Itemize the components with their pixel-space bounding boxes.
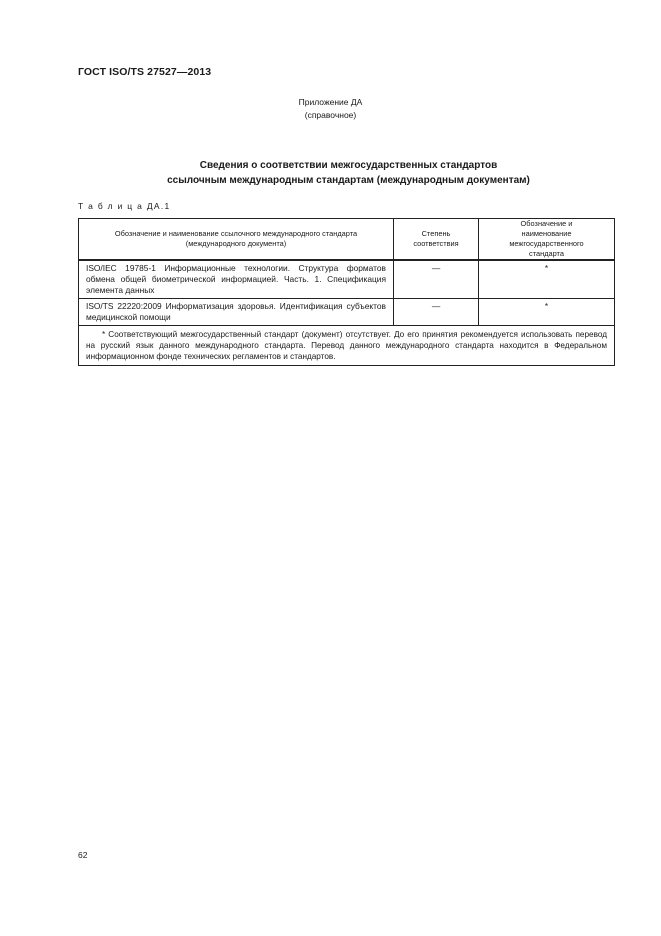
column-header-degree: Степень соответствия	[394, 219, 479, 261]
column-header-reference: Обозначение и наименование ссылочного международного стандарта (международного документа)	[79, 219, 394, 261]
section-title	[0, 158, 661, 188]
row-reference-cell: ISO/TS 22220:2009 Информатизация здоровья. Идентификация субъектов медицинской помощи	[79, 299, 394, 326]
document-code: ГОСТ ISO/TS 27527—2013	[78, 66, 212, 78]
annex-label: Приложение ДА	[298, 97, 363, 107]
column-header-interstate: Обозначение и наименование межгосударственного стандарта	[479, 219, 615, 261]
annex-heading	[0, 96, 661, 122]
section-title-line-1: Сведения о соответствии межгосударственных стандартов	[199, 160, 498, 171]
table-caption: Т а б л и ц а ДА.1	[78, 201, 171, 211]
row-degree-cell: —	[394, 260, 479, 299]
table-footnote-row	[79, 326, 615, 366]
table-row	[79, 299, 615, 326]
table-header-row	[79, 219, 615, 261]
row-reference-cell: ISO/IEC 19785-1 Информационные технологии. Структура форматов обмена общей биометрической информацией. Часть. 1. Спецификация элемента данных	[79, 260, 394, 299]
correspondence-table	[78, 218, 615, 366]
row-interstate-cell: *	[479, 299, 615, 326]
table-footnote: * Соответствующий межгосударственный стандарт (документ) отсутствует. До его принятия рекомендуется использовать перевод на русский язык данного международного стандарта. Перевод данного международного стандарта находится в Федеральном информационном фонде технических регламентов и стандартов.	[86, 330, 607, 361]
page-number: 62	[78, 850, 88, 860]
table-row	[79, 260, 615, 299]
row-interstate-cell: *	[479, 260, 615, 299]
section-title-line-2: ссылочным международным стандартам (международным документам)	[167, 175, 530, 186]
row-degree-cell: —	[394, 299, 479, 326]
annex-status: (справочное)	[304, 110, 357, 120]
